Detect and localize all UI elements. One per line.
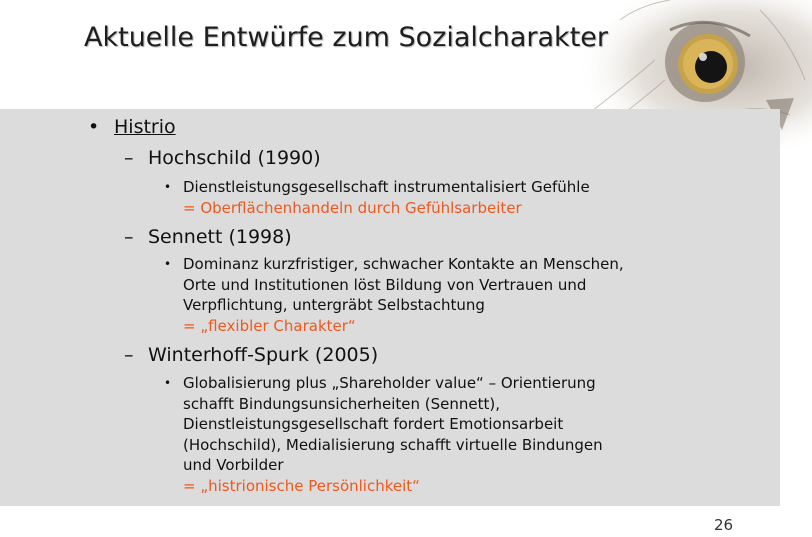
topic-link[interactable]: Histrio	[114, 116, 176, 138]
body-line: Orte und Institutionen löst Bildung von Vertrauen und	[183, 275, 587, 294]
dash-icon: –	[124, 344, 134, 366]
bullet-icon: •	[164, 180, 172, 194]
body-line: schafft Bindungsunsicherheiten (Sennett),	[183, 394, 500, 413]
bullet-icon: •	[164, 376, 172, 390]
slide-title: Aktuelle Entwürfe zum Sozialcharakter	[84, 22, 608, 53]
body-line: Dienstleistungsgesellschaft fordert Emotionsarbeit	[183, 415, 564, 433]
body-line: Verpflichtung, untergräbt Selbstachtung	[183, 296, 485, 314]
body-line: Dienstleistungsgesellschaft instrumentalisiert Gefühle	[183, 178, 590, 196]
body-line: Globalisierung plus „Shareholder value“ – Orientierung	[183, 374, 596, 392]
conclusion-text: = „histrionische Persönlichkeit“	[183, 476, 420, 495]
body-line: (Hochschild), Medialisierung schafft virtuelle Bindungen	[183, 435, 603, 454]
slide: Aktuelle Entwürfe zum Sozialcharakter • Histrio – Hochschild (1990) • Dienstleistungsgesellschaft instrumentalisiert Gefühle = Oberflächenhandeln durch Gefühlsarbeiter – Sennett (1998) • Dominanz kurzfristiger, schwacher Kontakte an Menschen, Orte und Institutionen löst Bildung von Vertrauen und Verpflichtung, untergräbt Selbstachtung = „flexibler Charakter“ – Winterhoff-Spurk (2005) • Globalisierung plus „Shareholder value“ – Orientierung schafft Bindungsunsicherheiten (Sennett), Dienstleistungsgesellschaft fordert Emotionsarbeit (Hochschild), Medialisierung schafft virtuelle Bindungen und Vorbilder = „histrionische Persönlichkeit“ 26	[0, 0, 812, 537]
dash-icon: –	[124, 226, 134, 248]
conclusion-text: = Oberflächenhandeln durch Gefühlsarbeiter	[183, 198, 522, 217]
bullet-icon: •	[88, 116, 100, 138]
dash-icon: –	[124, 147, 134, 169]
bullet-icon: •	[164, 257, 172, 271]
body-line: und Vorbilder	[183, 456, 284, 474]
body-line: Dominanz kurzfristiger, schwacher Kontakte an Menschen,	[183, 255, 624, 273]
page-number: 26	[714, 516, 734, 534]
conclusion-text: = „flexibler Charakter“	[183, 316, 356, 335]
